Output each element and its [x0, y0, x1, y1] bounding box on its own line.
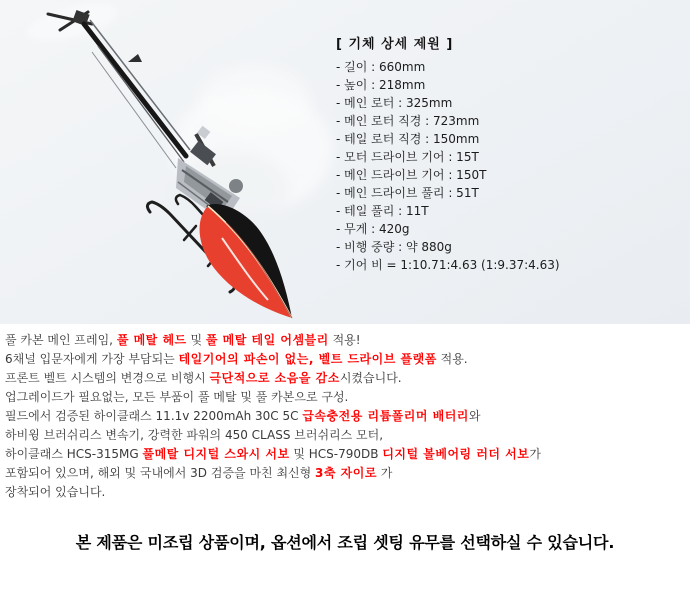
description-line	[5, 350, 690, 369]
description-line	[5, 407, 690, 426]
description-line	[5, 369, 690, 388]
description-line	[5, 388, 690, 407]
highlight-text: 테일기어의 파손이 없는, 벨트 드라이브 플랫폼	[178, 352, 437, 366]
plain-text: 6채널 입문자에게 가장 부담되는	[5, 352, 179, 366]
plain-text: 풀 카본 메인 프레임,	[5, 333, 117, 347]
footer-headline: 본 제품은 미조립 상품이며, 옵션에서 조립 셋팅 유무를 선택하실 수 있습니다.	[75, 533, 615, 552]
highlight-text: 디지털 볼베어링 러더 서보	[382, 447, 530, 461]
plain-text: 및 HCS-790DB	[289, 447, 383, 461]
highlight-text: 풀메탈 디지털 스와시 서보	[142, 447, 290, 461]
plain-text: 와	[468, 409, 481, 423]
spec-item: - 기어 비 = 1:10.71:4.63 (1:9.37:4.63)	[336, 258, 560, 272]
plain-text: 가	[529, 447, 541, 461]
spec-item: - 테일 풀리 : 11T	[336, 204, 429, 218]
description-line	[5, 464, 690, 483]
helicopter-image	[0, 0, 340, 324]
highlight-text: 풀 메탈 헤드	[116, 333, 187, 347]
spec-item: - 메인 드라이브 풀리 : 51T	[336, 186, 479, 200]
highlight-text: 급속충전용 리튬폴리머 배터리	[302, 409, 469, 423]
spec-item: - 비행 중량 : 약 880g	[336, 240, 452, 254]
product-description	[0, 324, 690, 502]
plain-text: 필드에서 검증된 하이클래스 11.1v 2200mAh 30C 5C	[5, 409, 303, 423]
spec-items	[336, 58, 560, 274]
plain-text: 하비윙 브러쉬리스 변속기, 강력한 파워의 450 CLASS 브러쉬리스 모터,	[5, 428, 384, 442]
spec-item: - 메인 로터 직경 : 723mm	[336, 114, 480, 128]
spec-item: - 모터 드라이브 기어 : 15T	[336, 150, 479, 164]
highlight-text: 풀 메탈 테일 어셈블리	[205, 333, 329, 347]
plain-text: 업그레이드가 필요없는, 모든 부품이 풀 메탈 및 풀 카본으로 구성.	[5, 390, 349, 404]
plain-text: 적용!	[328, 333, 361, 347]
spec-item: - 메인 드라이브 기어 : 150T	[336, 168, 487, 182]
highlight-text: 극단적으로 소음을 감소	[209, 371, 340, 385]
spec-item: - 길이 : 660mm	[336, 60, 426, 74]
plain-text: 시켰습니다.	[339, 371, 402, 385]
description-line	[5, 445, 690, 464]
plain-text: 가	[376, 466, 393, 480]
plain-text: 장착되어 있습니다.	[5, 485, 106, 499]
description-line	[5, 483, 690, 502]
spec-item: - 메인 로터 : 325mm	[336, 96, 453, 110]
plain-text: 하이클래스 HCS-315MG	[5, 447, 143, 461]
plain-text: 프론트 벨트 시스템의 변경으로 비행시	[5, 371, 210, 385]
plain-text: 적용.	[436, 352, 468, 366]
spec-item: - 테일 로터 직경 : 150mm	[336, 132, 480, 146]
spec-list	[336, 36, 560, 274]
canopy	[200, 204, 292, 318]
highlight-text: 3축 자이로	[315, 466, 377, 480]
spec-title: [ 기체 상세 제원 ]	[336, 37, 454, 52]
spec-item: - 무게 : 420g	[336, 222, 410, 236]
description-line	[5, 426, 690, 445]
plain-text: 포함되어 있으며, 해외 및 국내에서 3D 검증을 마친 최신형	[5, 466, 316, 480]
spec-item: - 높이 : 218mm	[336, 78, 426, 92]
description-line	[5, 331, 690, 350]
plain-text: 및	[186, 333, 206, 347]
